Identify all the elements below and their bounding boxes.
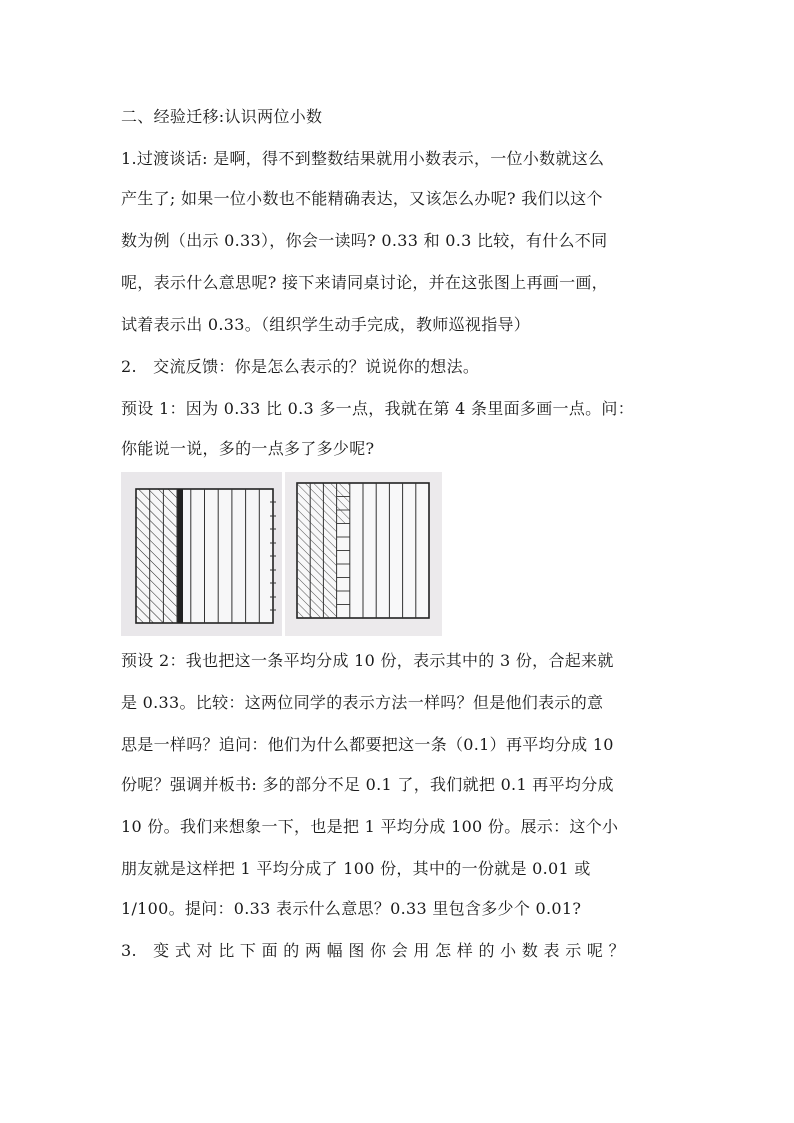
text-line: 份呢？强调并板书: 多的部分不足 0.1 了，我们就把 0.1 再平均分成 [121,775,614,794]
text-line: 试着表示出 0.33。（组织学生动手完成，教师巡视指导） [121,315,531,334]
text-line: 数为例（出示 0.33），你会一读吗? 0.33 和 0.3 比较，有什么不同 [121,231,608,250]
text-line: 朋友就是这样把 1 平均分成了 100 份，其中的一份就是 0.01 或 [121,859,591,878]
text-line: 2. 交流反馈：你是怎么表示的？说说你的想法。 [121,357,480,376]
section-heading: 二、经验迁移:认识两位小数 [121,107,323,126]
text-line: 是 0.33。比较：这两位同学的表示方法一样吗？但是他们表示的意 [121,693,604,712]
text-line: 预设 1：因为 0.33 比 0.3 多一点，我就在第 4 条里面多画一点。问： [121,399,635,418]
text-line: 3. 变 式 对 比 下 面 的 两 幅 图 你 会 用 怎 样 的 小 数 表 示 呢 ？ [121,941,625,960]
figure-right-grid [285,472,442,636]
figure-left-grid [121,472,282,636]
text-line: 预设 2：我也把这一条平均分成 10 份，表示其中的 3 份，合起来就 [121,651,614,670]
text-line: 10 份。我们来想象一下，也是把 1 平均分成 100 份。展示：这个小 [121,817,619,836]
text-line: 你能说一说，多的一点多了多少呢? [121,439,375,458]
text-line: 产生了; 如果一位小数也不能精确表达，又该怎么办呢? 我们以这个 [121,189,603,208]
grid-image [121,472,282,636]
text-line: 呢，表示什么意思呢? 接下来请同桌讨论，并在这张图上再画一画， [121,273,608,292]
text-line: 思是一样吗？追问：他们为什么都要把这一条（0.1）再平均分成 10 [121,735,614,754]
text-line: 1/100。提问：0.33 表示什么意思？0.33 里包含多少个 0.01? [121,899,582,918]
grid-image [285,472,442,636]
text-line: 1.过渡谈话: 是啊，得不到整数结果就用小数表示，一位小数就这么 [121,149,605,168]
